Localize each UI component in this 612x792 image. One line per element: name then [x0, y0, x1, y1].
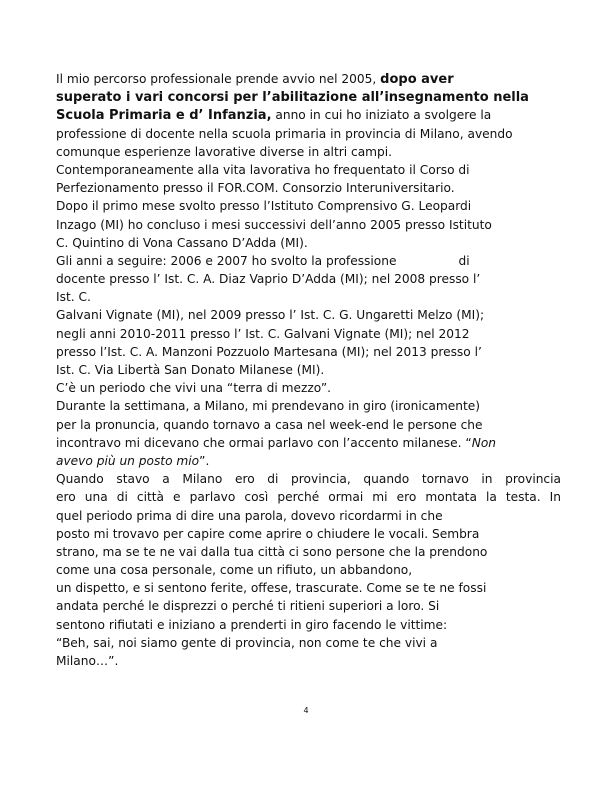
text-line: Quando stavo a Milano ero di provincia, quando tornavo in provincia	[56, 472, 561, 487]
text-line: Galvani Vignate (MI), nel 2009 presso l’ Ist. C. G. Ungaretti Melzo (MI);	[56, 308, 485, 323]
text-line: Milano…”.	[56, 654, 119, 668]
text-line: comunque esperienze lavorative diverse in altri campi.	[56, 144, 393, 159]
text-line: Perfezionamento presso il FOR.COM. Consorzio Interuniversitario.	[56, 181, 455, 196]
text-line: per la pronuncia, quando tornavo a casa nel week-end le persone che	[56, 417, 483, 432]
text-line: quel periodo prima di dire una parola, dovevo ricordarmi in che	[56, 508, 443, 523]
page-number: 4	[303, 706, 309, 715]
body-text	[56, 70, 561, 670]
text-line: professione di docente nella scuola primaria in provincia di Milano, avendo	[56, 126, 513, 141]
text-line: strano, ma se te ne vai dalla tua città ci sono persone che la prendono	[56, 544, 488, 559]
text-line: presso l’Ist. C. A. Manzoni Pozzuolo Martesana (MI); nel 2013 presso l’	[56, 344, 482, 359]
text-line: ero una di città e parlavo così perché ormai mi ero montata la testa. In	[56, 490, 561, 505]
text-line: Ist. C.	[56, 290, 91, 305]
text-line: superato i vari concorsi per l’abilitazione all’insegnamento nella	[56, 90, 529, 106]
text-line: Dopo il primo mese svolto presso l’Istituto Comprensivo G. Leopardi	[56, 199, 472, 214]
text-line: Inzago (MI) ho concluso i mesi successivi dell’anno 2005 presso Istituto	[56, 217, 492, 232]
text-line: Scuola Primaria e d’ Infanzia, anno in cui ho iniziato a svolgere la	[56, 108, 492, 124]
text-line: Durante la settimana, a Milano, mi prendevano in giro (ironicamente)	[56, 399, 481, 414]
text-line: “Beh, sai, noi siamo gente di provincia, non come te che vivi a	[56, 635, 438, 650]
text-line: incontravo mi dicevano che ormai parlavo con l’accento milanese. “Non	[56, 435, 497, 450]
text-line: Gli anni a seguire: 2006 e 2007 ho svolto la professione di	[56, 253, 470, 268]
text-line: andata perché le disprezzi o perché ti ritieni superiori a loro. Si	[56, 599, 440, 614]
text-line: Il mio percorso professionale prende avvio nel 2005, dopo aver	[56, 72, 454, 87]
text-line: come una cosa personale, come un rifiuto, un abbandono,	[56, 563, 413, 578]
text-line: Contemporaneamente alla vita lavorativa ho frequentato il Corso di	[56, 162, 470, 177]
text-line: Ist. C. Via Libertà San Donato Milanese (MI).	[56, 363, 325, 377]
text-line: C. Quintino di Vona Cassano D’Adda (MI).	[56, 235, 308, 250]
text-line: avevo più un posto mio”.	[56, 453, 210, 468]
text-line: un dispetto, e si sentono ferite, offese, trascurate. Come se te ne fossi	[56, 581, 487, 596]
text-line: docente presso l’ Ist. C. A. Diaz Vaprio D’Adda (MI); nel 2008 presso l’	[56, 272, 481, 287]
text-line: negli anni 2010-2011 presso l’ Ist. C. Galvani Vignate (MI); nel 2012	[56, 326, 470, 341]
text-line: C’è un periodo che vivi una “terra di mezzo”.	[56, 381, 332, 396]
text-line: sentono rifiutati e iniziano a prenderti in giro facendo le vittime:	[56, 617, 448, 632]
text-line: posto mi trovavo per capire come aprire o chiudere le vocali. Sembra	[56, 526, 480, 541]
